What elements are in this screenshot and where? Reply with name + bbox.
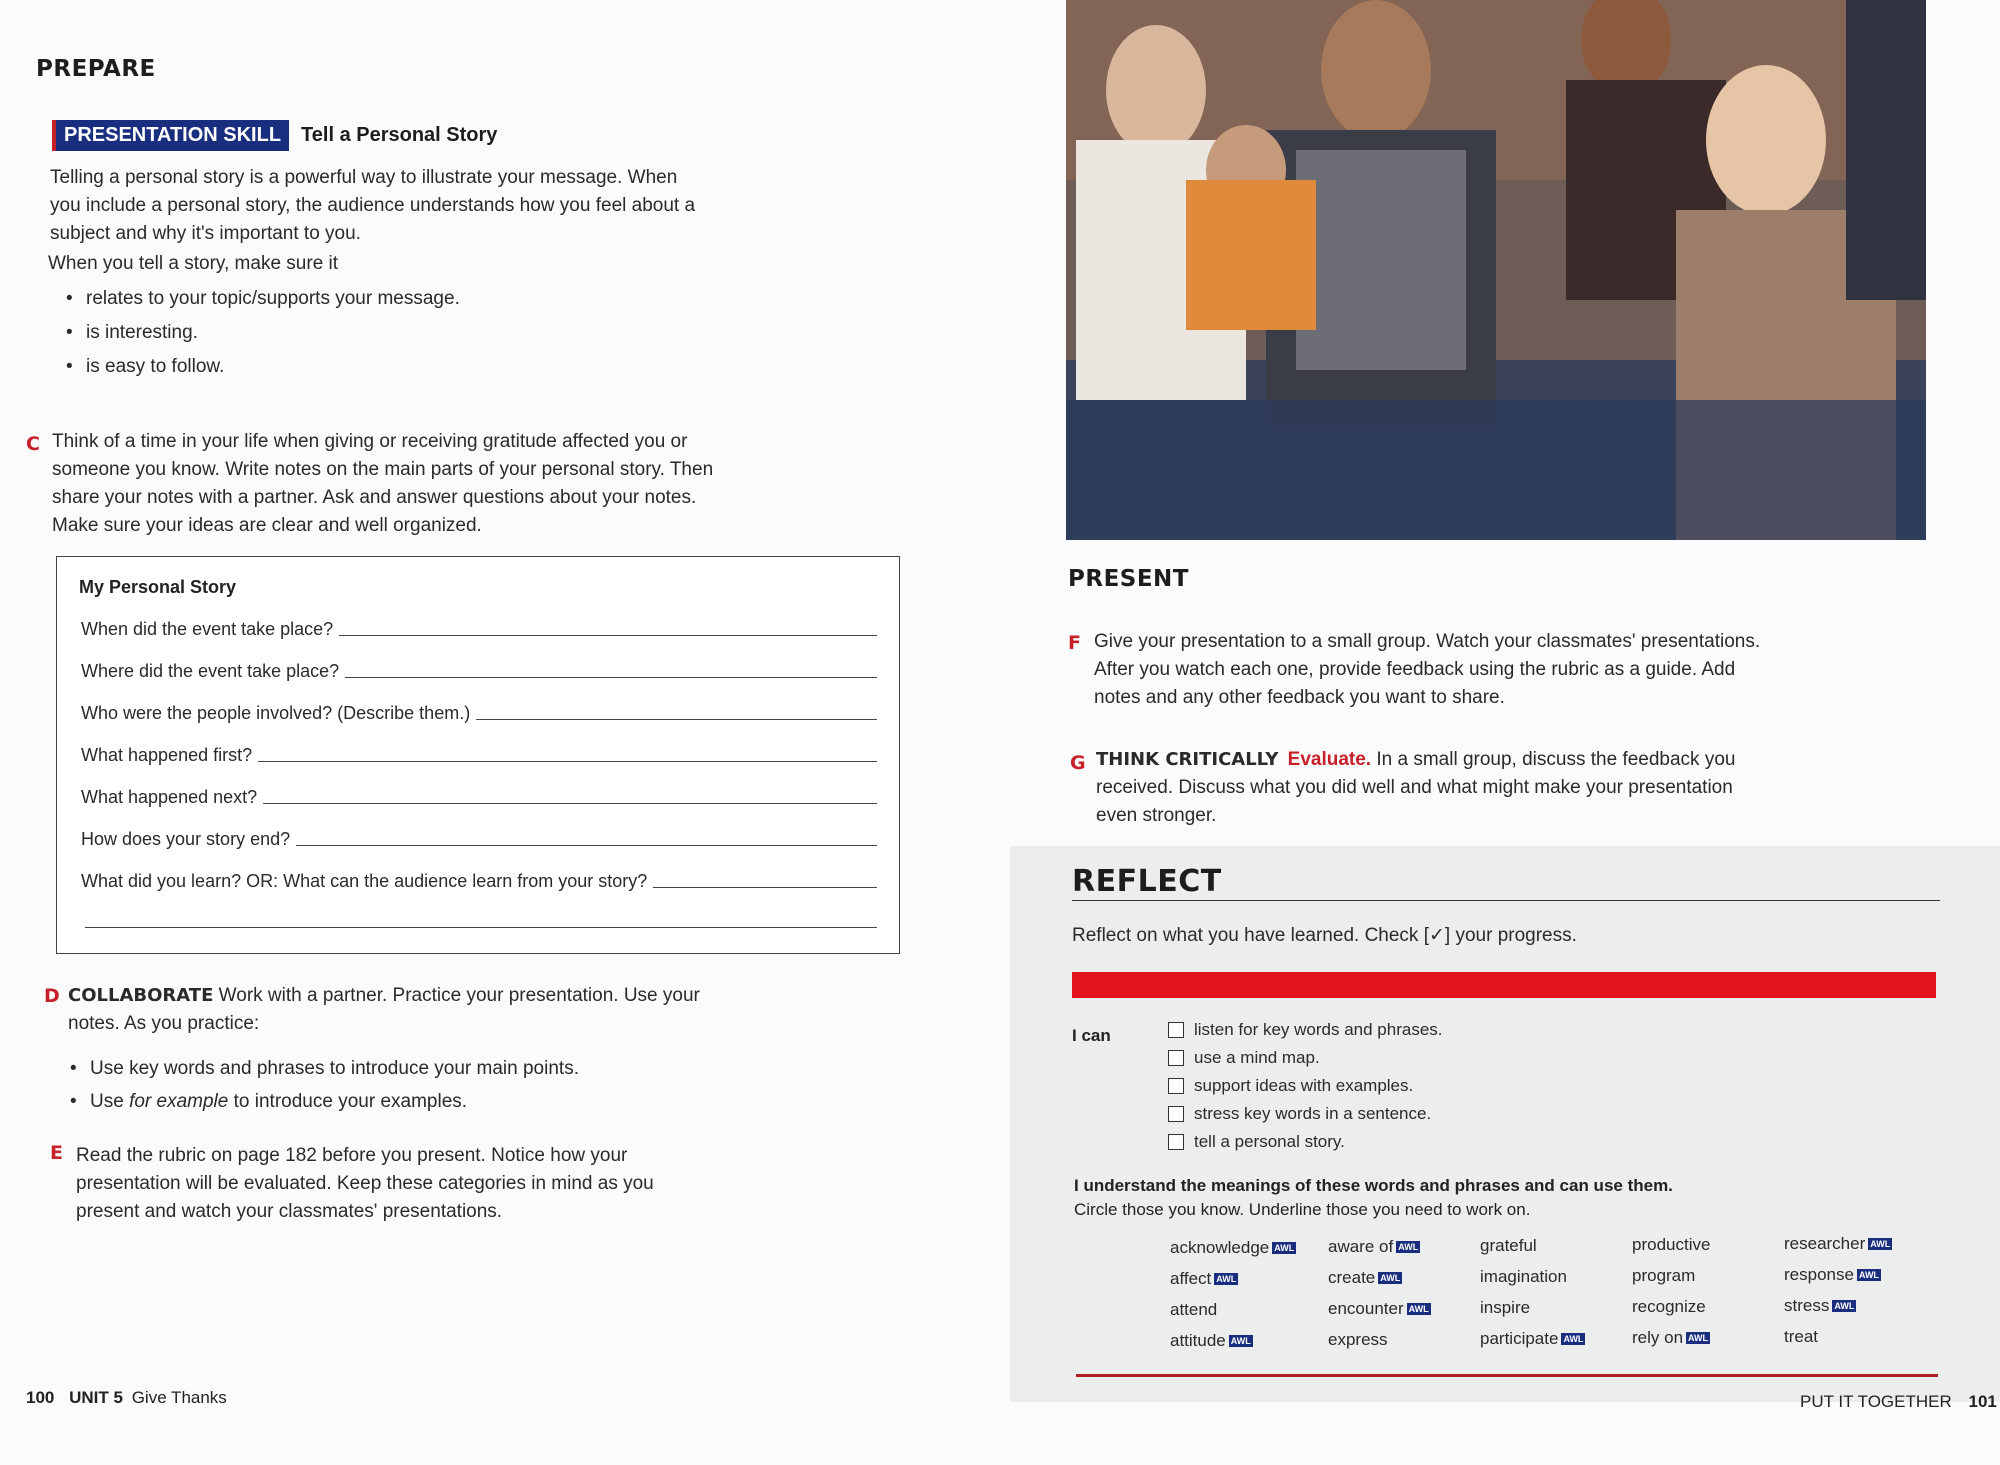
right-page-footer <box>1800 1392 1997 1412</box>
skill-title: Tell a Personal Story <box>301 124 498 146</box>
presentation-skill-header <box>52 120 497 151</box>
vocab-word: attitude <box>1170 1331 1226 1350</box>
vocab-word: program <box>1632 1266 1696 1285</box>
awl-badge: AWL <box>1380 1273 1401 1283</box>
story-box-title: My Personal Story <box>79 577 237 597</box>
reflect-divider <box>1072 900 1940 901</box>
answer-line[interactable] <box>476 718 877 720</box>
page-number: 101 <box>1968 1392 1997 1411</box>
awl-badge: AWL <box>1870 1239 1891 1249</box>
skill-bullet-list <box>66 282 460 384</box>
task-f-text: Give your presentation to a small group. Watch your classmates' presentations. After you watch each one, provide feedback using the rubric as a guide. Add notes and any other feedback you want to share. <box>1094 631 1761 708</box>
vocab-word: attend <box>1170 1300 1218 1319</box>
reflect-bottom-rule <box>1076 1374 1938 1377</box>
vocab-item[interactable] <box>1170 1331 1253 1351</box>
vocab-item[interactable] <box>1170 1269 1238 1289</box>
section-title-prepare: PREPARE <box>36 56 156 82</box>
audience-photo-illustration <box>1066 0 1926 540</box>
story-question-row[interactable] <box>81 745 877 766</box>
vocab-word: grateful <box>1480 1236 1537 1255</box>
vocab-item[interactable] <box>1328 1330 1388 1350</box>
answer-line[interactable] <box>258 760 877 762</box>
put-it-together-label: PUT IT TOGETHER <box>1800 1392 1952 1411</box>
progress-checkbox[interactable] <box>1168 1078 1184 1094</box>
vocab-word: acknowledge <box>1170 1238 1270 1257</box>
vocab-item[interactable] <box>1632 1266 1695 1286</box>
vocab-word: treat <box>1784 1327 1819 1346</box>
answer-line[interactable] <box>263 802 877 804</box>
vocab-item[interactable] <box>1480 1298 1530 1318</box>
collaborate-label: COLLABORATE <box>68 985 214 1006</box>
vocab-word: productive <box>1632 1235 1711 1254</box>
progress-check-row[interactable] <box>1168 1104 1431 1124</box>
answer-line[interactable] <box>339 634 877 636</box>
vocab-item[interactable] <box>1784 1265 1881 1285</box>
task-g-text <box>1096 746 1776 830</box>
vocab-word: create <box>1328 1268 1376 1287</box>
story-question: When did the event take place? <box>81 619 334 639</box>
vocab-word: inspire <box>1480 1298 1531 1317</box>
check-label: use a mind map. <box>1194 1048 1320 1067</box>
awl-badge: AWL <box>1230 1336 1251 1346</box>
list-item: • Use key words and phrases to introduce your main points. <box>70 1052 579 1085</box>
vocab-item[interactable] <box>1632 1328 1710 1348</box>
vocab-item[interactable] <box>1170 1300 1217 1320</box>
story-question-row[interactable] <box>81 619 877 640</box>
answer-line[interactable] <box>653 886 877 888</box>
list-item: • is interesting. <box>66 316 460 350</box>
vocab-word: aware of <box>1328 1237 1394 1256</box>
awl-badge: AWL <box>1563 1334 1584 1344</box>
task-letter-c: C <box>26 433 40 455</box>
vocab-item[interactable] <box>1632 1235 1710 1255</box>
vocab-item[interactable] <box>1328 1237 1420 1257</box>
story-question: What happened first? <box>81 745 253 765</box>
story-question-row[interactable] <box>81 787 877 808</box>
awl-badge: AWL <box>1858 1270 1879 1280</box>
vocab-item[interactable] <box>1328 1299 1431 1319</box>
progress-checkbox[interactable] <box>1168 1134 1184 1150</box>
story-question: What did you learn? OR: What can the audience learn from your story? <box>81 871 648 891</box>
presentation-skill-badge: PRESENTATION SKILL <box>52 120 289 151</box>
vocab-word: express <box>1328 1330 1388 1349</box>
vocab-word: stress <box>1784 1296 1830 1315</box>
unit-label: UNIT 5 <box>69 1388 123 1407</box>
reflect-panel <box>1010 846 2000 1402</box>
task-d-body: Work with a partner. Practice your presentation. Use your notes. As you practice: <box>68 985 700 1034</box>
story-question-row[interactable] <box>81 703 877 724</box>
task-letter-d: D <box>44 985 60 1007</box>
skill-intro: Telling a personal story is a powerful way to illustrate your message. When you include a personal story, the audience understands how you feel about a subject and why it's important to you. <box>50 167 696 244</box>
vocab-item[interactable] <box>1328 1268 1402 1288</box>
vocab-word: rely on <box>1632 1328 1684 1347</box>
check-label: support ideas with examples. <box>1194 1076 1414 1095</box>
check-label: stress key words in a sentence. <box>1194 1104 1432 1123</box>
awl-badge: AWL <box>1274 1243 1295 1253</box>
task-letter-f: F <box>1068 632 1081 654</box>
list-item: • Use for example to introduce your examples. <box>70 1085 579 1118</box>
vocab-item[interactable] <box>1632 1297 1706 1317</box>
check-label: listen for key words and phrases. <box>1194 1020 1443 1039</box>
progress-check-row[interactable] <box>1168 1020 1443 1040</box>
task-e-text: Read the rubric on page 182 before you present. Notice how your presentation will be evaluated. Keep these categories in mind as you present and watch your classmates' presentations. <box>76 1145 654 1222</box>
section-title-present: PRESENT <box>1068 566 1189 592</box>
task-d-bullet-list <box>70 1052 579 1118</box>
vocab-word: response <box>1784 1265 1854 1284</box>
vocab-word: recognize <box>1632 1297 1706 1316</box>
awl-badge: AWL <box>1398 1242 1419 1252</box>
evaluate-label: Evaluate. <box>1287 749 1372 770</box>
awl-badge: AWL <box>1688 1333 1709 1343</box>
task-letter-e: E <box>50 1142 63 1164</box>
vocab-item[interactable] <box>1480 1236 1537 1256</box>
list-item: • relates to your topic/supports your message. <box>66 282 460 316</box>
task-g-body: In a small group, discuss the feedback you received. Discuss what you did well and what might make your presentation even stronger. <box>1096 749 1736 826</box>
task-d-text <box>68 982 718 1038</box>
vocab-item[interactable] <box>1170 1238 1296 1258</box>
progress-checkbox[interactable] <box>1168 1050 1184 1066</box>
story-question-row[interactable] <box>81 829 877 850</box>
vocab-item[interactable] <box>1480 1329 1585 1349</box>
progress-check-row[interactable] <box>1168 1132 1345 1152</box>
progress-checkbox[interactable] <box>1168 1022 1184 1038</box>
audience-photo <box>1066 0 1926 540</box>
awl-badge: AWL <box>1834 1301 1855 1311</box>
awl-badge: AWL <box>1408 1304 1429 1314</box>
progress-checkbox[interactable] <box>1168 1106 1184 1122</box>
reflect-title: REFLECT <box>1072 864 1222 899</box>
story-question: What happened next? <box>81 787 258 807</box>
personal-story-box <box>56 556 900 954</box>
answer-line[interactable] <box>296 844 877 846</box>
list-item: • is easy to follow. <box>66 350 460 384</box>
reflect-red-bar <box>1072 972 1936 998</box>
page-number: 100 <box>26 1388 55 1407</box>
progress-check-row[interactable] <box>1168 1076 1413 1096</box>
answer-line-extra[interactable] <box>85 927 877 928</box>
answer-line[interactable] <box>345 676 877 678</box>
left-page-footer <box>26 1388 227 1408</box>
vocab-item[interactable] <box>1784 1296 1856 1316</box>
think-critically-label: THINK CRITICALLY <box>1096 749 1279 770</box>
i-can-label: I can <box>1072 1026 1111 1045</box>
task-letter-g: G <box>1070 752 1086 774</box>
vocab-word: encounter <box>1328 1299 1404 1318</box>
vocab-word: participate <box>1480 1329 1559 1348</box>
story-question: Who were the people involved? (Describe them.) <box>81 703 471 723</box>
vocab-heading: I understand the meanings of these words and phrases and can use them. <box>1074 1176 1673 1195</box>
task-c-text: Think of a time in your life when giving or receiving gratitude affected you or someone you know. Write notes on the main parts of your personal story. Then share your notes with a partner. Ask and answer questions about your notes. Make sure your ideas are clear and well organized. <box>52 431 714 536</box>
vocab-item[interactable] <box>1784 1234 1892 1254</box>
story-question-row[interactable] <box>81 871 877 892</box>
vocab-word: imagination <box>1480 1267 1567 1286</box>
vocab-word: affect <box>1170 1269 1212 1288</box>
reflect-intro: Reflect on what you have learned. Check [✓] your progress. <box>1072 925 1577 946</box>
progress-check-row[interactable] <box>1168 1048 1320 1068</box>
story-question: How does your story end? <box>81 829 291 849</box>
unit-title: Give Thanks <box>131 1388 227 1407</box>
check-label: tell a personal story. <box>1194 1132 1345 1151</box>
story-question: Where did the event take place? <box>81 661 340 681</box>
vocab-instructions: Circle those you know. Underline those you need to work on. <box>1074 1200 1531 1219</box>
story-question-row[interactable] <box>81 661 877 682</box>
vocab-item[interactable] <box>1784 1327 1818 1347</box>
vocab-item[interactable] <box>1480 1267 1567 1287</box>
make-sure-text: When you tell a story, make sure it <box>48 253 339 274</box>
vocab-word: researcher <box>1784 1234 1866 1253</box>
awl-badge: AWL <box>1216 1274 1237 1284</box>
